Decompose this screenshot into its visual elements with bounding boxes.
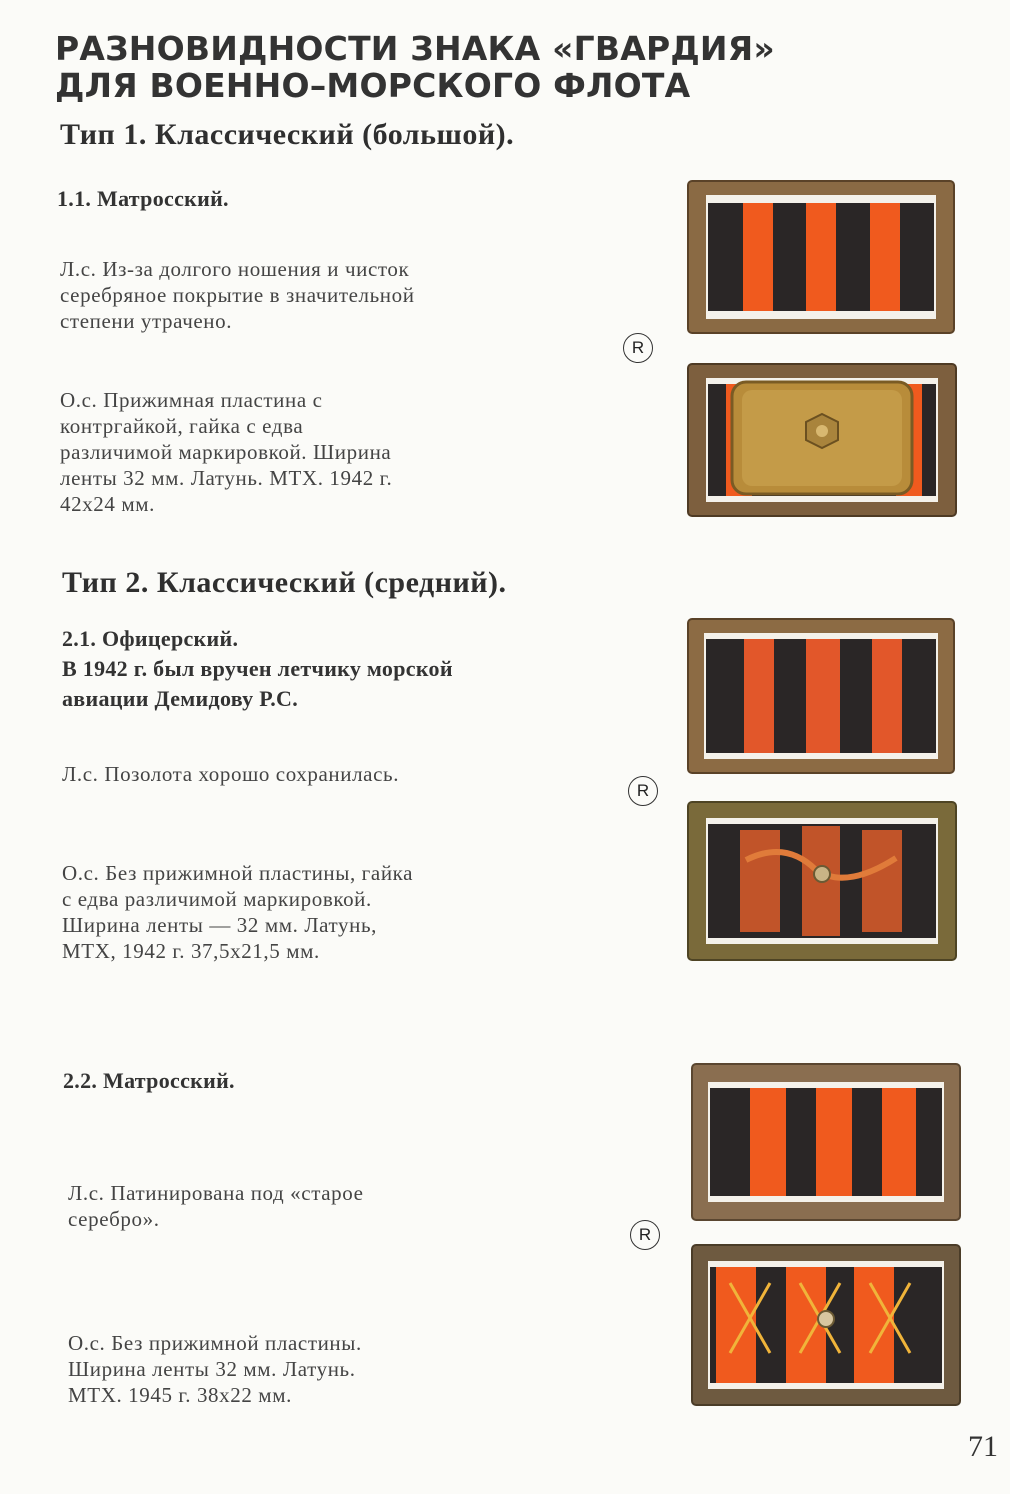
type2-sub2-reverse — [68, 1330, 362, 1408]
text-line: 2.1. Офицерский. — [62, 626, 239, 651]
text-line: О.с. Без прижимной пластины, гайка — [62, 861, 414, 885]
text-line: авиации Демидову Р.С. — [62, 686, 298, 711]
text-line: ленты 32 мм. Латунь. МТХ. 1942 г. — [60, 466, 393, 490]
title-line-1: РАЗНОВИДНОСТИ ЗНАКА «ГВАРДИЯ» — [55, 29, 775, 68]
text-line: МТХ. 1945 г. 38х22 мм. — [68, 1383, 292, 1407]
text-line: О.с. Прижимная пластина с — [60, 388, 323, 412]
type2-sub2-obverse — [68, 1180, 364, 1232]
type2-sub1-heading — [62, 624, 453, 714]
title-line-2: ДЛЯ ВОЕННО–МОРСКОГО ФЛОТА — [55, 66, 691, 105]
type2-sub1-obverse — [62, 761, 399, 787]
text-line: Л.с. Позолота хорошо сохранилась. — [62, 762, 400, 786]
badge-2-2-reverse-image — [690, 1243, 962, 1407]
badge-1-1-obverse-image — [686, 179, 956, 335]
text-line: МТХ, 1942 г. 37,5х21,5 мм. — [62, 939, 320, 963]
registered-mark: R — [623, 333, 653, 363]
type1-sub1-heading: 1.1. Матросский. — [57, 186, 229, 211]
text-line: В 1942 г. был вручен летчику морской — [62, 656, 453, 681]
text-line: серебро». — [68, 1207, 160, 1231]
text-line: с едва различимой маркировкой. — [62, 887, 372, 911]
badge-2-1-reverse-image — [686, 800, 958, 962]
registered-mark: R — [630, 1220, 660, 1250]
badge-2-2-obverse-image — [690, 1062, 962, 1222]
text-line: Л.с. Из-за долгого ношения и чисток — [60, 257, 410, 281]
page-number: 71 — [968, 1430, 998, 1463]
registered-mark: R — [628, 776, 658, 806]
text-line: 42х24 мм. — [60, 492, 155, 516]
text-line: контргайкой, гайка с едва — [60, 414, 304, 438]
badge-1-1-reverse-image — [686, 362, 958, 518]
text-line: различимой маркировкой. Ширина — [60, 440, 392, 464]
text-line: Ширина ленты — 32 мм. Латунь, — [62, 913, 378, 937]
text-line: Л.с. Патинирована под «старое — [68, 1181, 364, 1205]
text-line: степени утрачено. — [60, 309, 233, 333]
text-line: О.с. Без прижимной пластины. — [68, 1331, 362, 1355]
text-line: Ширина ленты 32 мм. Латунь. — [68, 1357, 356, 1381]
page-title — [55, 30, 855, 104]
type2-heading: Тип 2. Классический (средний). — [62, 566, 507, 599]
type1-sub1-reverse — [60, 387, 392, 517]
type1-heading: Тип 1. Классический (большой). — [60, 118, 515, 151]
type2-sub2-heading: 2.2. Матросский. — [63, 1068, 235, 1093]
text-line: серебряное покрытие в значительной — [60, 283, 415, 307]
type1-sub1-obverse — [60, 256, 415, 334]
type2-sub1-reverse — [62, 860, 413, 964]
badge-2-1-obverse-image — [686, 617, 956, 775]
